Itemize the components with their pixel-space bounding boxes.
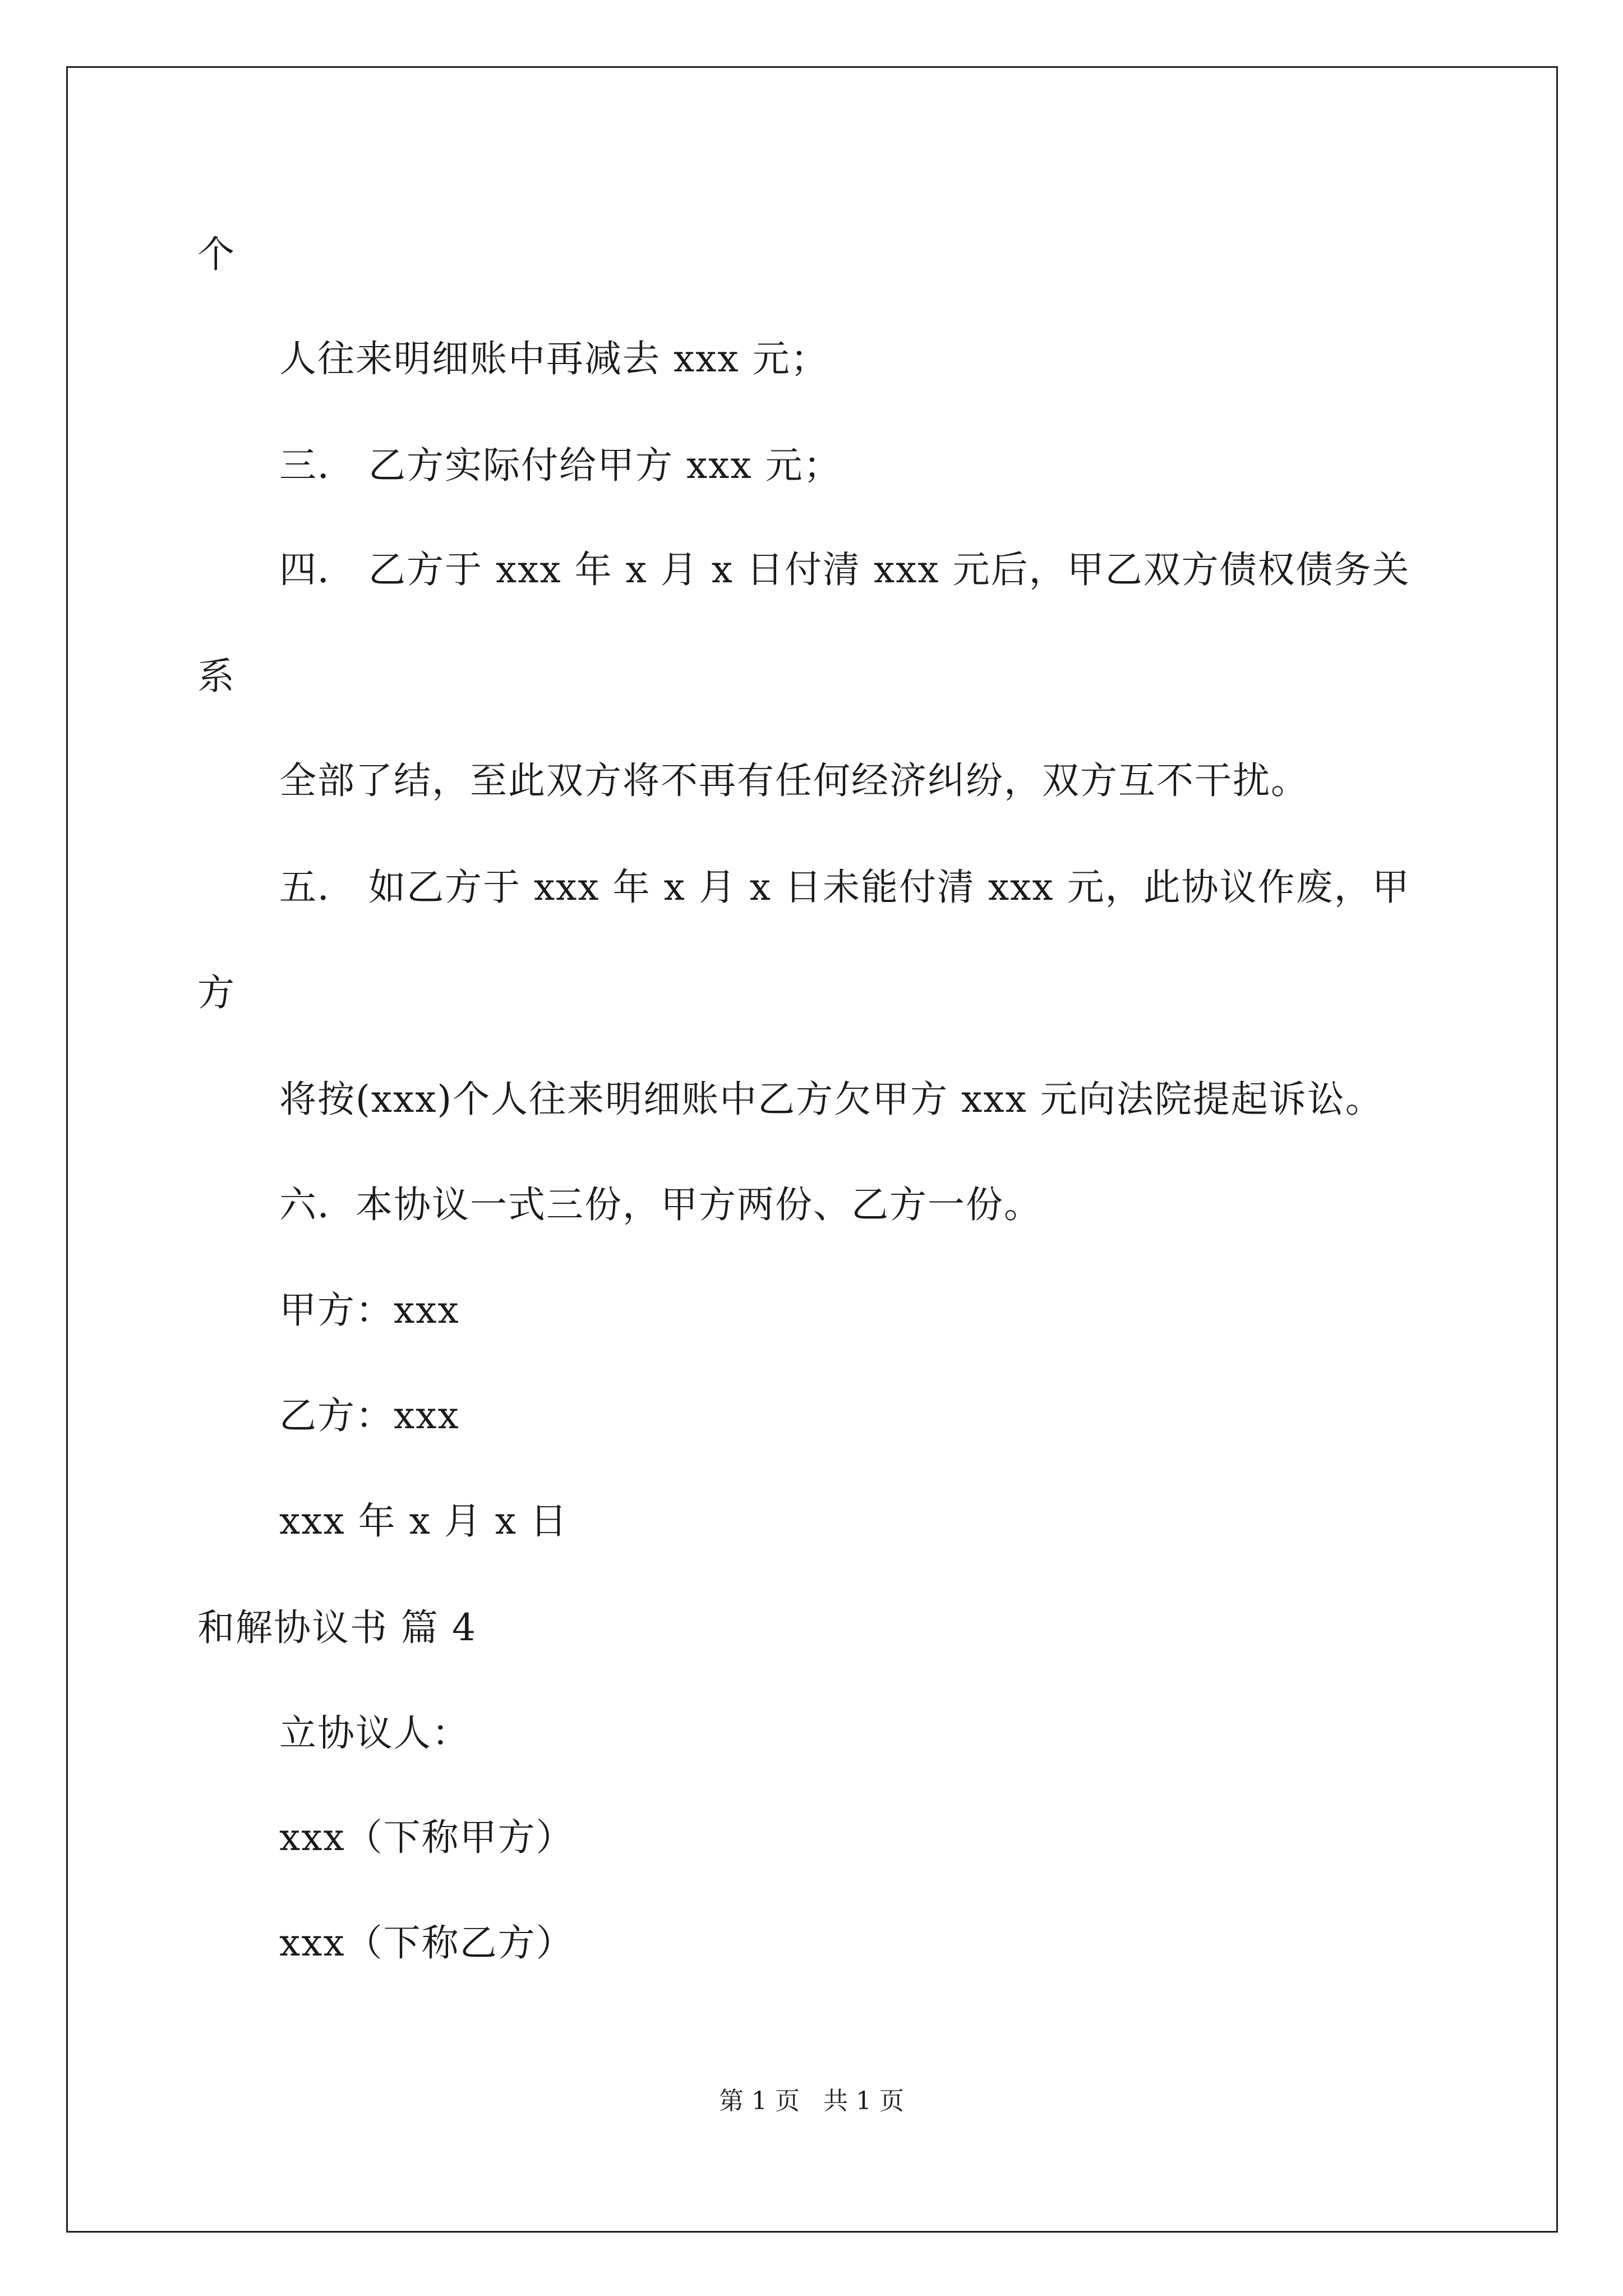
party-a-signature: 甲方：xxx	[279, 1289, 460, 1332]
text-line: 立协议人：	[279, 1711, 470, 1755]
text-line: 系	[197, 655, 236, 698]
page-footer: 第 1 页 共 1 页	[719, 2087, 904, 2115]
page-border	[66, 66, 1558, 2233]
clause-five: 五． 如乙方于 xxx 年 x 月 x 日未能付清 xxx 元，此协议作废，甲	[279, 866, 1410, 909]
date-line: xxx 年 x 月 x 日	[279, 1499, 569, 1543]
clause-six: 六．本协议一式三份，甲方两份、乙方一份。	[279, 1183, 1042, 1226]
text-line: 将按(xxx)个人往来明细账中乙方欠甲方 xxx 元向法院提起诉讼。	[279, 1078, 1384, 1121]
party-a-line: xxx（下称甲方）	[279, 1816, 574, 1859]
text-line: 全部了结，至此双方将不再有任何经济纠纷，双方互不干扰。	[279, 759, 1309, 802]
text-line: 个	[197, 233, 236, 276]
text-line: 方	[197, 971, 236, 1014]
clause-four: 四． 乙方于 xxx 年 x 月 x 日付清 xxx 元后，甲乙双方债权债务关	[279, 548, 1410, 591]
section-heading: 和解协议书 篇 4	[197, 1606, 477, 1649]
party-b-signature: 乙方：xxx	[279, 1394, 460, 1437]
text-line: 人往来明细账中再减去 xxx 元；	[279, 337, 829, 380]
party-b-line: xxx（下称乙方）	[279, 1921, 574, 1964]
clause-three: 三． 乙方实际付给甲方 xxx 元；	[279, 444, 842, 487]
